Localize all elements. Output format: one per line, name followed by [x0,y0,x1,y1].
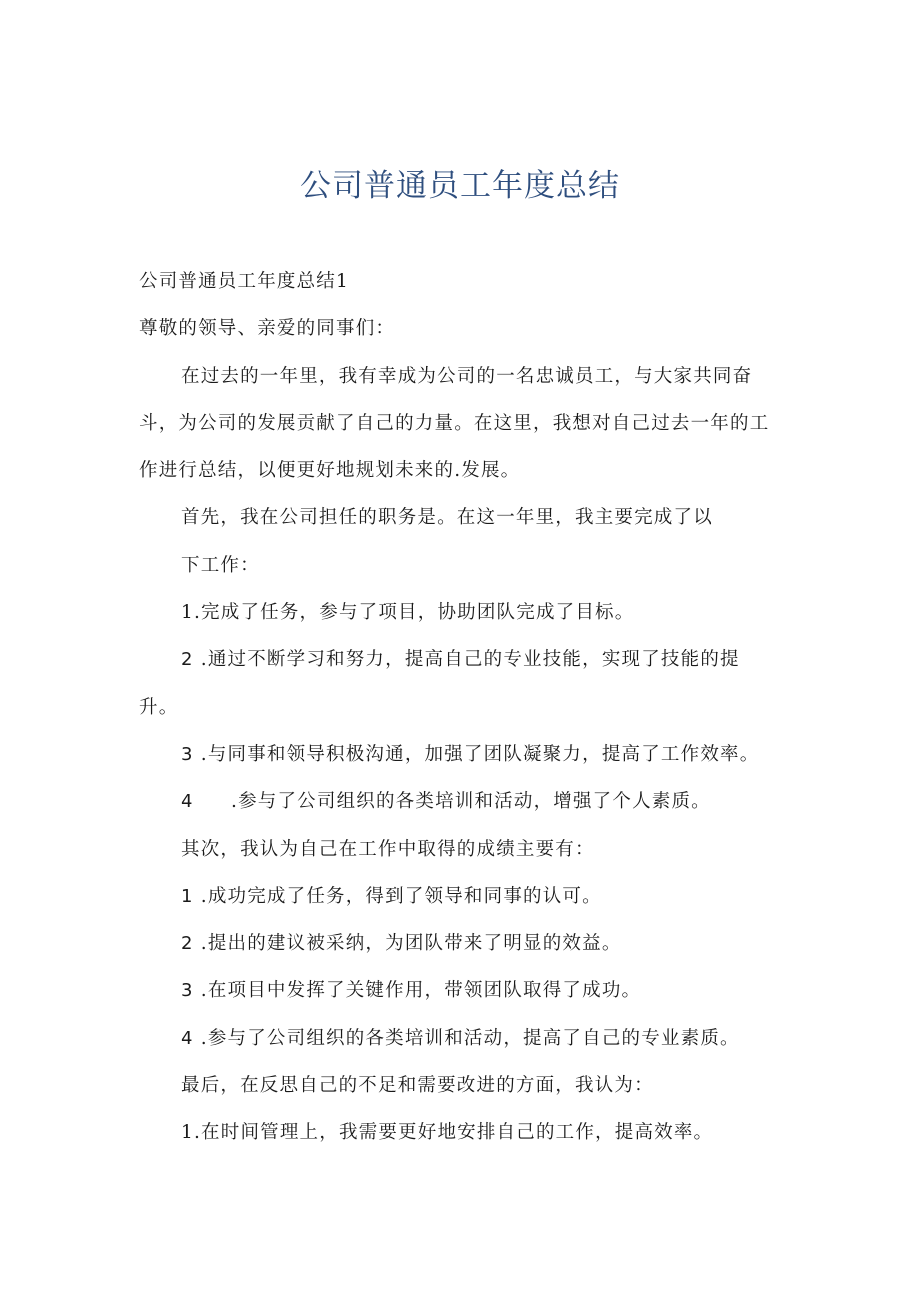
list-item-text: .成功完成了任务，得到了领导和同事的认可。 [200,885,602,907]
list-number: 4 [181,791,194,813]
list-item: 1.在时间管理上，我需要更好地安排自己的工作，提高效率。 [181,1122,714,1144]
paragraph-line: 在过去的一年里，我有幸成为公司的一名忠诚员工，与大家共同奋 [181,365,753,387]
paragraph-line: 首先，我在公司担任的职务是。在这一年里，我主要完成了以 [181,507,713,529]
list-item: 1.完成了任务，参与了项目，协助团队完成了目标。 [181,602,635,624]
list-item-text: .与同事和领导积极沟通，加强了团队凝聚力，提高了工作效率。 [200,743,760,765]
list-item [139,873,789,920]
list-item-text: .参与了公司组织的各类培训和活动，提高了自己的专业素质。 [200,1027,740,1049]
list-item [139,920,789,967]
paragraph-line: 升。 [139,696,179,718]
list-number: 2 [181,649,194,671]
paragraph-line: 斗，为公司的发展贡献了自己的力量。在这里，我想对自己过去一年的工 [139,412,770,434]
list-number: 1 [181,885,194,907]
paragraph-line: 作进行总结，以便更好地规划未来的.发展。 [139,460,521,482]
paragraph-line: 其次，我认为自己在工作中取得的成绩主要有： [181,838,595,860]
list-item [139,636,789,683]
list-number: 2 [181,933,194,955]
list-item-text: .通过不断学习和努力，提高自己的专业技能，实现了技能的提 [200,649,740,671]
list-item-text: .在项目中发挥了关键作用，带领团队取得了成功。 [200,980,642,1002]
list-number: 4 [181,1027,194,1049]
list-item [139,731,789,778]
document-title: 公司普通员工年度总结 [300,168,620,204]
list-item [139,778,789,825]
list-item [139,967,789,1014]
list-item [139,1015,789,1062]
salutation: 尊敬的领导、亲爱的同事们： [139,318,396,340]
paragraph-line: 下工作： [181,554,260,576]
list-item-text: .提出的建议被采纳，为团队带来了明显的效益。 [200,933,622,955]
document-body [139,258,789,1157]
list-number: 3 [181,743,194,765]
list-item-text: .参与了公司组织的各类培训和活动，增强了个人素质。 [231,791,711,813]
paragraph-line: 最后，在反思自己的不足和需要改进的方面，我认为： [181,1075,654,1097]
section-heading: 公司普通员工年度总结1 [139,271,349,292]
list-number: 3 [181,980,194,1002]
